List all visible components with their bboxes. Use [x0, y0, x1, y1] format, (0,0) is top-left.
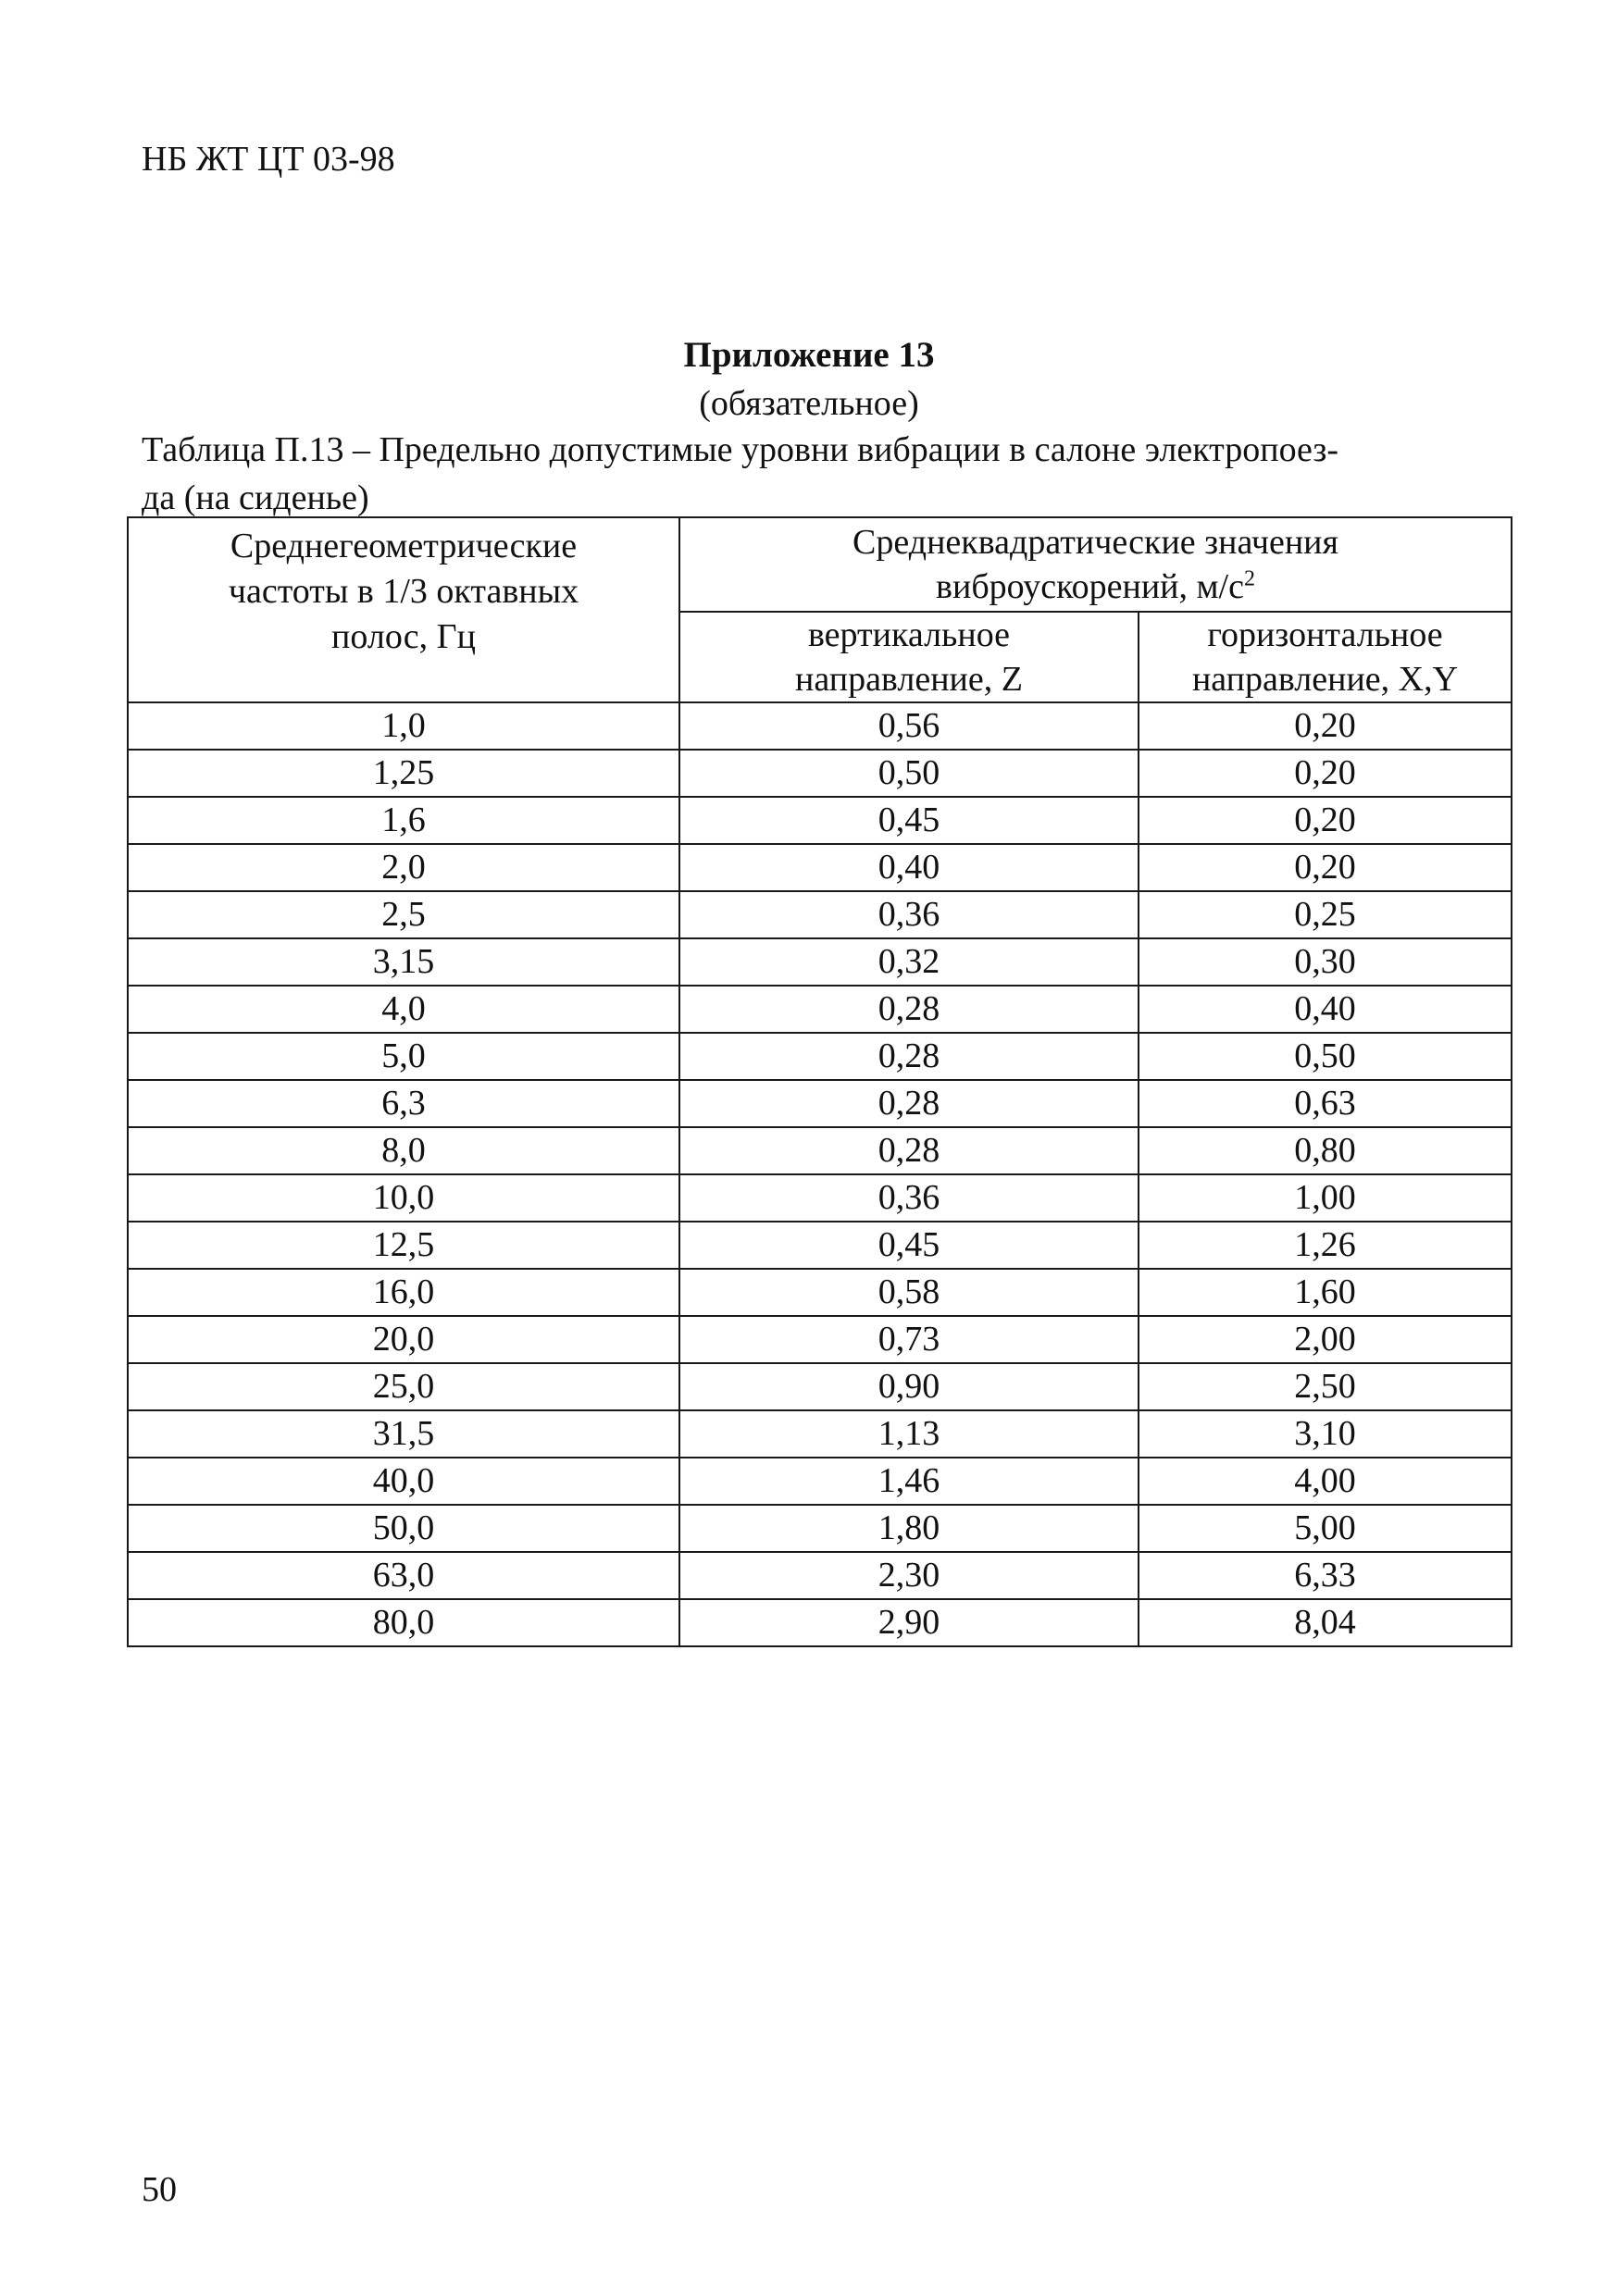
table-row	[128, 1222, 1512, 1269]
cell-vertical-z: 1,80	[679, 1505, 1139, 1552]
document-code: НБ ЖТ ЦТ 03-98	[142, 140, 395, 179]
header-vertical-line-2: направление, Z	[795, 660, 1023, 699]
cell-horizontal-xy: 6,33	[1139, 1552, 1512, 1599]
cell-horizontal-xy: 8,04	[1139, 1599, 1512, 1646]
cell-frequency: 25,0	[128, 1363, 679, 1410]
table-row	[128, 1174, 1512, 1222]
header-horizontal-line-1: горизонтальное	[1207, 615, 1443, 654]
cell-frequency: 80,0	[128, 1599, 679, 1646]
cell-vertical-z: 0,36	[679, 1174, 1139, 1222]
header-frequency	[128, 517, 679, 702]
cell-horizontal-xy: 0,40	[1139, 986, 1512, 1033]
cell-frequency: 10,0	[128, 1174, 679, 1222]
table-row	[128, 1458, 1512, 1505]
cell-vertical-z: 0,28	[679, 1033, 1139, 1080]
cell-frequency: 8,0	[128, 1127, 679, 1174]
appendix-subtitle: (обязательное)	[699, 384, 919, 423]
cell-vertical-z: 0,40	[679, 844, 1139, 891]
cell-frequency: 20,0	[128, 1316, 679, 1363]
cell-vertical-z: 1,46	[679, 1458, 1139, 1505]
table-row	[128, 1080, 1512, 1127]
cell-frequency: 5,0	[128, 1033, 679, 1080]
header-rms-line-2	[680, 565, 1511, 609]
cell-horizontal-xy: 2,00	[1139, 1316, 1512, 1363]
table-row	[128, 797, 1512, 844]
cell-horizontal-xy: 1,60	[1139, 1269, 1512, 1316]
cell-horizontal-xy: 0,20	[1139, 844, 1512, 891]
cell-horizontal-xy: 0,80	[1139, 1127, 1512, 1174]
cell-frequency: 50,0	[128, 1505, 679, 1552]
cell-horizontal-xy: 4,00	[1139, 1458, 1512, 1505]
cell-horizontal-xy: 3,10	[1139, 1410, 1512, 1458]
table-row	[128, 1269, 1512, 1316]
table-row	[128, 702, 1512, 750]
header-rms-line-2-text: виброускорений, м/с	[936, 567, 1244, 606]
cell-horizontal-xy: 0,25	[1139, 891, 1512, 938]
cell-frequency: 6,3	[128, 1080, 679, 1127]
header-rms-unit-exponent: 2	[1243, 566, 1255, 591]
cell-vertical-z: 0,28	[679, 1080, 1139, 1127]
table-header-row	[128, 517, 1512, 612]
table-row	[128, 938, 1512, 986]
cell-vertical-z: 0,45	[679, 797, 1139, 844]
page-number: 50	[142, 2170, 177, 2209]
table-row	[128, 1033, 1512, 1080]
cell-frequency: 12,5	[128, 1222, 679, 1269]
header-rms-line-1: Среднеквадратические значения	[853, 523, 1338, 562]
header-rms-acceleration	[679, 517, 1512, 612]
cell-frequency: 1,0	[128, 702, 679, 750]
cell-horizontal-xy: 1,00	[1139, 1174, 1512, 1222]
cell-horizontal-xy: 1,26	[1139, 1222, 1512, 1269]
table-row	[128, 1410, 1512, 1458]
table-row	[128, 750, 1512, 797]
table-row	[128, 1316, 1512, 1363]
table-row	[128, 1599, 1512, 1646]
table-row	[128, 1505, 1512, 1552]
table-caption	[142, 426, 1512, 522]
header-horizontal-direction	[1139, 612, 1512, 702]
cell-horizontal-xy: 0,50	[1139, 1033, 1512, 1080]
cell-frequency: 4,0	[128, 986, 679, 1033]
cell-vertical-z: 0,32	[679, 938, 1139, 986]
cell-vertical-z: 0,58	[679, 1269, 1139, 1316]
cell-frequency: 2,5	[128, 891, 679, 938]
table-row	[128, 891, 1512, 938]
table-caption-line-1: Таблица П.13 – Предельно допустимые уровни вибрации в салоне электропоез-	[142, 430, 1339, 469]
cell-frequency: 1,25	[128, 750, 679, 797]
cell-vertical-z: 0,90	[679, 1363, 1139, 1410]
cell-vertical-z: 0,73	[679, 1316, 1139, 1363]
table-row	[128, 1127, 1512, 1174]
cell-horizontal-xy: 0,20	[1139, 750, 1512, 797]
cell-frequency: 3,15	[128, 938, 679, 986]
table-row	[128, 986, 1512, 1033]
cell-vertical-z: 0,45	[679, 1222, 1139, 1269]
cell-vertical-z: 2,90	[679, 1599, 1139, 1646]
table-row	[128, 1552, 1512, 1599]
appendix-title: Приложение 13	[683, 335, 935, 375]
cell-horizontal-xy: 0,63	[1139, 1080, 1512, 1127]
table-row	[128, 844, 1512, 891]
cell-vertical-z: 0,50	[679, 750, 1139, 797]
cell-frequency: 40,0	[128, 1458, 679, 1505]
cell-vertical-z: 0,56	[679, 702, 1139, 750]
header-horizontal-line-2: направление, X,Y	[1191, 660, 1459, 699]
cell-frequency: 1,6	[128, 797, 679, 844]
table-row	[128, 1363, 1512, 1410]
cell-horizontal-xy: 5,00	[1139, 1505, 1512, 1552]
cell-horizontal-xy: 2,50	[1139, 1363, 1512, 1410]
cell-frequency: 2,0	[128, 844, 679, 891]
cell-vertical-z: 0,28	[679, 1127, 1139, 1174]
header-frequency-line-2: частоты в 1/3 октавных	[228, 572, 579, 611]
cell-frequency: 63,0	[128, 1552, 679, 1599]
header-vertical-direction	[679, 612, 1139, 702]
cell-vertical-z: 0,28	[679, 986, 1139, 1033]
header-frequency-line-1: Среднегеометрические	[230, 527, 578, 565]
cell-horizontal-xy: 0,30	[1139, 938, 1512, 986]
cell-frequency: 31,5	[128, 1410, 679, 1458]
cell-vertical-z: 2,30	[679, 1552, 1139, 1599]
cell-vertical-z: 0,36	[679, 891, 1139, 938]
header-frequency-line-3: полос, Гц	[331, 617, 476, 656]
table-caption-line-2: да (на сиденье)	[142, 478, 369, 517]
cell-horizontal-xy: 0,20	[1139, 797, 1512, 844]
cell-vertical-z: 1,13	[679, 1410, 1139, 1458]
cell-horizontal-xy: 0,20	[1139, 702, 1512, 750]
header-vertical-line-1: вертикальное	[807, 615, 1011, 654]
vibration-limits-table	[127, 516, 1512, 1647]
cell-frequency: 16,0	[128, 1269, 679, 1316]
